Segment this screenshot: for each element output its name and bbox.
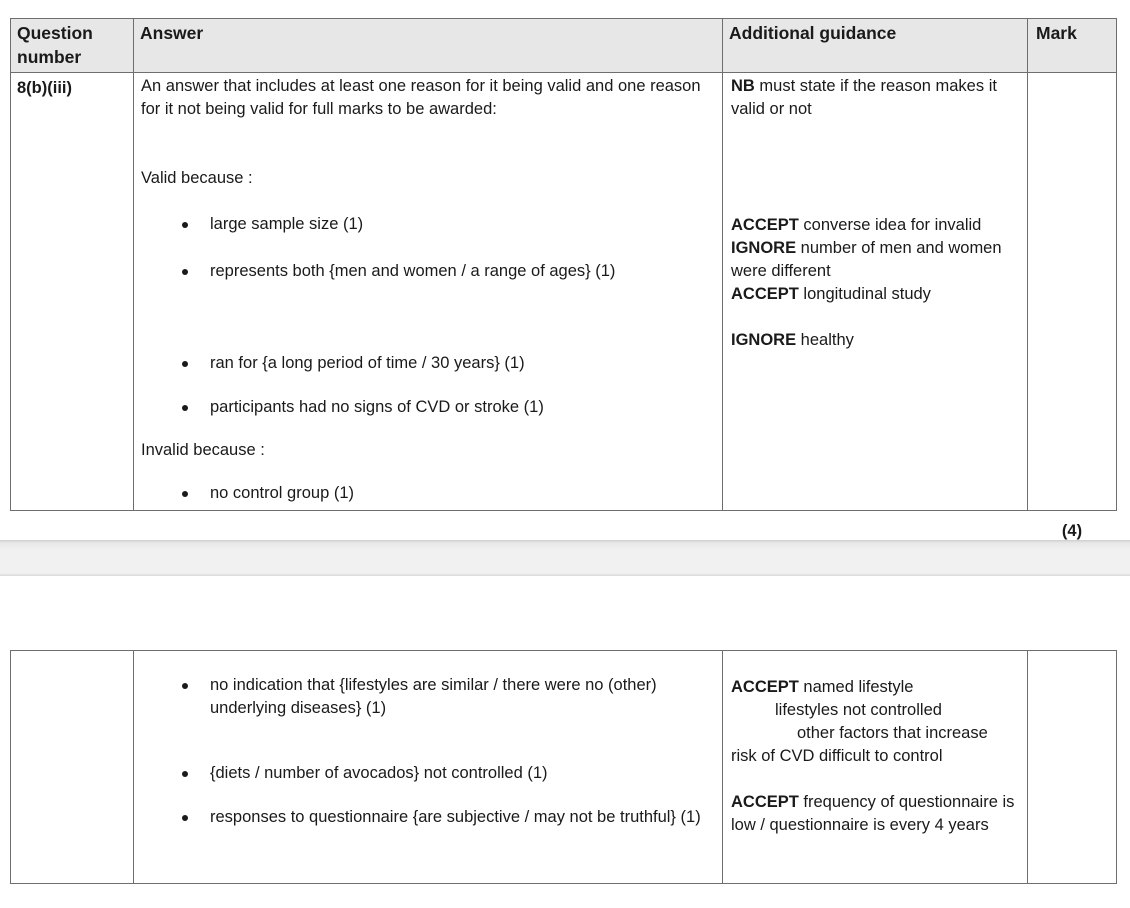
question-number: 8(b)(iii) [11, 73, 134, 511]
invalid-point: responses to questionnaire {are subjective / may not be truthful} (1) [141, 806, 716, 829]
invalid-point: no control group (1) [141, 482, 716, 505]
header-mark: Mark [1028, 19, 1117, 73]
invalid-point: {diets / number of avocados} not controlled (1) [141, 762, 716, 785]
accept-label: ACCEPT [731, 678, 799, 696]
answer-row [11, 651, 1117, 884]
valid-point: participants had no signs of CVD or stroke (1) [141, 396, 716, 419]
guidance-accept [731, 214, 1021, 237]
guidance-line: other factors that increase [797, 724, 988, 742]
page-separator [0, 540, 1130, 576]
accept-text: frequency of questionnaire is low / questionnaire is every 4 years [731, 793, 1015, 834]
header-question-number: Question number [11, 19, 134, 73]
guidance-cell [723, 73, 1028, 511]
answer-cell [134, 73, 723, 511]
mark-scheme-table-continued [10, 650, 1117, 884]
ignore-label: IGNORE [731, 239, 797, 257]
guidance-line: lifestyles not controlled [775, 701, 942, 719]
nb-text: must state if the reason makes it valid or not [731, 77, 997, 118]
answer-row [11, 73, 1117, 511]
valid-point: large sample size (1) [141, 213, 716, 236]
guidance-accept [731, 791, 1021, 837]
guidance-accept [731, 676, 1021, 699]
mark-scheme-table [10, 18, 1117, 540]
accept-label: ACCEPT [731, 285, 799, 303]
nb-label: NB [731, 77, 755, 95]
answer-cell [134, 651, 723, 884]
mark-cell [1028, 73, 1117, 540]
accept-text: named lifestyle [798, 678, 914, 696]
accept-text: longitudinal study [798, 285, 931, 303]
question-number-empty [11, 651, 134, 884]
mark-value: (4) [1061, 522, 1083, 540]
valid-point: represents both {men and women / a range of ages} (1) [141, 260, 716, 283]
accept-label: ACCEPT [731, 216, 799, 234]
guidance-accept [731, 283, 1021, 306]
header-answer: Answer [134, 19, 723, 73]
guidance-ignore [731, 237, 1021, 283]
invalid-point: no indication that {lifestyles are similar / there were no (other) underlying diseases} (1) [141, 674, 716, 720]
mark-cell-empty [1028, 651, 1117, 884]
accept-label: ACCEPT [731, 793, 799, 811]
valid-heading: Valid because : [141, 169, 253, 187]
ignore-text: number of men and women were different [731, 239, 1002, 280]
header-guidance: Additional guidance [723, 19, 1028, 73]
guidance-cell [723, 651, 1028, 884]
accept-text: converse idea for invalid [798, 216, 982, 234]
ignore-label: IGNORE [731, 331, 797, 349]
guidance-nb [731, 75, 1021, 121]
ignore-text: healthy [796, 331, 854, 349]
invalid-heading: Invalid because : [141, 441, 265, 459]
valid-point: ran for {a long period of time / 30 years} (1) [141, 352, 716, 375]
answer-intro: An answer that includes at least one reason for it being valid and one reason for it not being valid for full marks to be awarded: [141, 77, 701, 118]
guidance-line: risk of CVD difficult to control [731, 747, 943, 765]
header-row [11, 19, 1117, 73]
guidance-ignore [731, 329, 1021, 352]
